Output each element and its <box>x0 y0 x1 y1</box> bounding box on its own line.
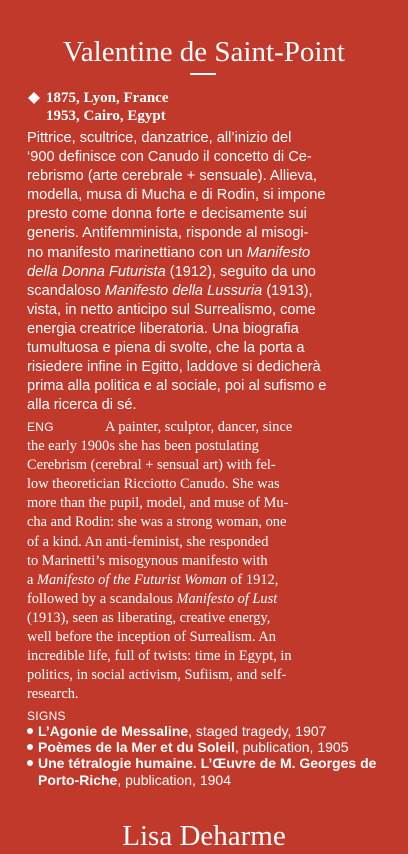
birth-info: 1875, Lyon, France <box>46 90 169 106</box>
en-line: research. <box>27 686 79 703</box>
it-emphasis: Manifesto della Lussuria <box>104 282 263 299</box>
it-emphasis: Manifesto <box>246 244 311 261</box>
it-line: vista, in netto anticipo sul Surrealismo, come <box>27 301 316 318</box>
work-title: Une tétralogie humaine. L’Œuvre de M. Georges de Porto-Riche <box>38 755 377 788</box>
work-detail: , publication, 1905 <box>234 739 349 756</box>
bullet-icon <box>27 744 33 750</box>
en-line: incredible life, full of twists: time in Egypt, in <box>27 648 292 665</box>
en-text: A painter, sculptor, dancer, since <box>105 419 293 435</box>
en-line: politics, in social activism, Sufiism, and self- <box>27 667 287 684</box>
en-emphasis: Manifesto of Lust <box>176 590 278 607</box>
en-line: of a kind. An anti-feminist, she responded <box>27 533 269 550</box>
work-title: L’Agonie de Messaline <box>38 723 189 739</box>
work-detail: , publication, 1904 <box>117 771 231 788</box>
it-text: scandaloso <box>27 282 105 299</box>
en-line <box>27 590 383 609</box>
page-title: Valentine de Saint-Point <box>63 36 345 68</box>
title-rule <box>190 73 216 75</box>
it-line: prima alla politica e al sociale, poi al sufismo e <box>27 378 327 395</box>
en-line: more than the pupil, model, and muse of Mu- <box>27 495 289 512</box>
en-line <box>27 418 383 437</box>
eng-tag: ENG <box>27 420 54 434</box>
diamond-bullet-icon <box>28 92 40 104</box>
it-line: presto come donna forte e decisamente sui <box>27 206 307 223</box>
it-line <box>27 282 383 301</box>
en-line <box>27 571 383 590</box>
en-text: of 1912, <box>226 571 279 588</box>
next-entry-title: Lisa Deharme <box>122 820 286 852</box>
en-line: to Marinetti’s misogynous manifesto with <box>27 552 268 569</box>
italian-description <box>27 129 383 415</box>
it-text: (1912), seguito da uno <box>165 263 316 280</box>
en-emphasis: Manifesto of the Futurist Woman <box>37 571 227 588</box>
it-line: modella, musa di Mucha e di Rodin, si impone <box>27 187 326 204</box>
en-line: low theoretician Ricciotto Canudo. She was <box>27 476 280 493</box>
work-detail: , staged tragedy, 1907 <box>188 723 327 739</box>
signs-list <box>27 723 383 788</box>
en-text: followed by a scandalous <box>27 590 177 607</box>
it-line: generis. Antifemminista, risponde al misogi- <box>27 225 309 242</box>
en-line: Cerebrism (cerebral + sensual art) with fel- <box>27 457 276 474</box>
it-text: (1913), <box>262 282 313 299</box>
it-line: risiedere infine in Egitto, laddove si dedicherà <box>27 359 321 376</box>
bullet-icon <box>27 760 33 766</box>
it-line: alla ricerca di sé. <box>27 397 137 414</box>
death-info: 1953, Cairo, Egypt <box>46 108 166 124</box>
it-line <box>27 263 383 282</box>
work-title: Poèmes de la Mer et du Soleil <box>38 739 235 756</box>
bullet-icon <box>27 728 33 734</box>
it-line: Pittrice, scultrice, danzatrice, all’inizio del <box>27 130 292 146</box>
en-line: the early 1900s she has been postulating <box>27 438 259 455</box>
it-emphasis: della Donna Futurista <box>27 263 166 280</box>
it-text: no manifesto marinettiano con un <box>27 244 247 261</box>
it-line <box>27 244 383 263</box>
it-line: energia creatrice liberatoria. Una biografia <box>27 320 299 337</box>
en-line: cha and Rodin: she was a strong woman, one <box>27 514 287 531</box>
english-description <box>27 418 383 704</box>
en-text: a <box>27 571 37 588</box>
en-line: well before the inception of Surrealism. An <box>27 629 276 646</box>
it-line: tumultuosa e piena di svolte, che la porta a <box>27 340 305 357</box>
en-line: (1913), seen as liberating, creative energy, <box>27 609 271 626</box>
list-item <box>27 755 383 787</box>
signs-label: SIGNS <box>27 709 66 723</box>
list-item <box>27 739 383 755</box>
it-line: ‘900 definisce con Canudo il concetto di Ce- <box>27 149 312 166</box>
list-item <box>27 723 383 739</box>
it-line: rebrismo (arte cerebrale + sensuale). Allieva, <box>27 168 317 185</box>
